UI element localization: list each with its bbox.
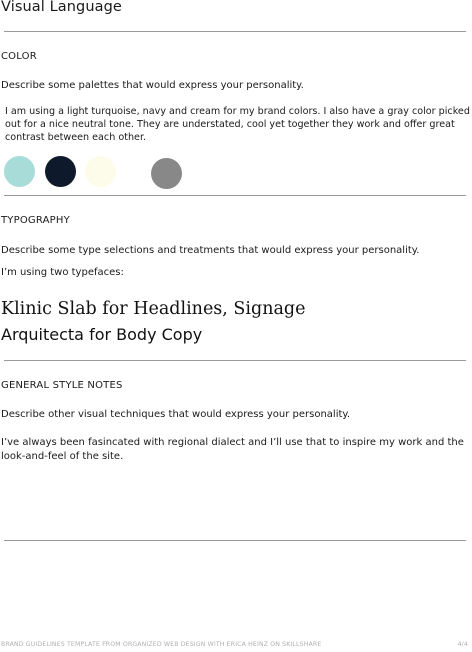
color-answer: [5, 105, 470, 144]
typography-section-label: TYPOGRAPHY: [1, 215, 70, 226]
section-divider: [4, 360, 466, 361]
turquoise-swatch: [4, 156, 35, 187]
section-divider: [4, 540, 466, 541]
page-number: 4/4: [457, 641, 468, 648]
footer-credit: BRAND GUIDELINES TEMPLATE FROM ORGANIZED WEB DESIGN WITH ERICA HEINZ ON SKILLSHARE: [1, 641, 322, 648]
typography-prompt: Describe some type selections and treatments that would express your personality.: [1, 245, 420, 256]
color-answer-line: contrast between each other.: [5, 132, 147, 143]
color-answer-line: I am using a light turquoise, navy and cream for my brand colors. I also have a gray color picked: [5, 106, 470, 117]
cream-swatch: [85, 156, 116, 187]
headline-typeface-sample: Klinic Slab for Headlines, Signage: [1, 299, 306, 319]
section-divider: [4, 195, 466, 196]
color-prompt: Describe some palettes that would express your personality.: [1, 80, 304, 91]
navy-swatch: [45, 156, 76, 187]
typography-intro: I’m using two typefaces:: [1, 267, 124, 278]
style-notes-answer: [1, 436, 464, 464]
style-notes-section-label: GENERAL STYLE NOTES: [1, 380, 123, 391]
body-typeface-sample: Arquitecta for Body Copy: [1, 325, 203, 344]
style-notes-answer-line: look-and-feel of the site.: [1, 451, 124, 462]
page-title: Visual Language: [1, 0, 122, 15]
color-answer-line: out for a nice neutral tone. They are understated, cool yet together they work and offer great: [5, 119, 455, 130]
section-divider: [4, 31, 466, 32]
style-notes-answer-line: I’ve always been fasincated with regional dialect and I’ll use that to inspire my work and the: [1, 437, 464, 448]
gray-swatch: [151, 158, 182, 189]
style-notes-prompt: Describe other visual techniques that would express your personality.: [1, 409, 351, 420]
color-section-label: COLOR: [1, 51, 37, 62]
